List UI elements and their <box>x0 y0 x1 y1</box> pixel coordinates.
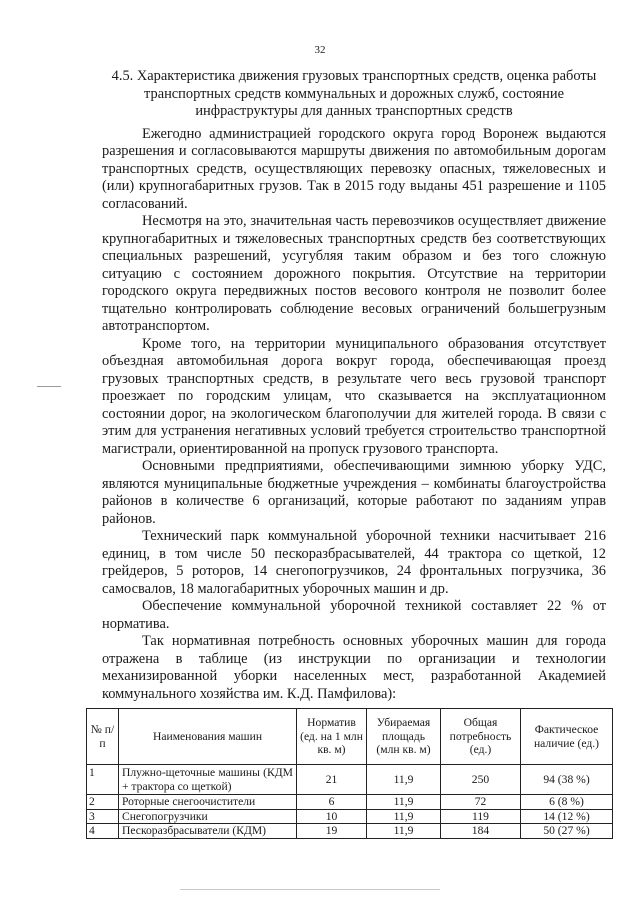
table-row <box>87 809 613 824</box>
heading-line: инфраструктуры для данных транспортных средств <box>195 103 513 119</box>
header-cell: № п/п <box>87 709 119 765</box>
header-cell: Норматив (ед. на 1 млн кв. м) <box>297 709 367 765</box>
paragraph-winter-cleaning: Основными предприятиями, обеспечивающими зимнюю уборку УДС, являются муниципальные бюджетные учреждения – комбинаты благоустройства районов в количестве 6 организаций, которые работают по заданиям управ районов. <box>102 458 606 527</box>
table-row <box>87 765 613 795</box>
demand-value: 72 <box>441 795 521 810</box>
header-cell: Наименования машин <box>119 709 297 765</box>
table-row <box>87 795 613 810</box>
actual-value: 6 (8 %) <box>521 795 613 810</box>
machine-name: Пескоразбрасыватели (КДМ) <box>119 824 297 839</box>
machine-name: Снегопогрузчики <box>119 809 297 824</box>
row-number: 4 <box>87 824 119 839</box>
heading-line: 4.5. Характеристика движения грузовых транспортных средств, оценка работы <box>111 68 597 84</box>
paragraph-table-intro: Так нормативная потребность основных уборочных машин для города отражена в таблице (из инструкции по организации и технологии механизированной уборки населенных мест, разработанной Академией коммунального хозяйства им. К.Д. Памфилова): <box>102 633 606 702</box>
paragraph-permits: Ежегодно администрацией городского округа город Воронеж выдаются разрешения и согласовываются маршруты движения по автомобильным дорогам транспортных средств, осуществляющих перевозку опасных, тяжеловесных и (или) крупногабаритных грузов. Так в 2015 году выданы 451 разрешение и 1105 согласований. <box>102 125 606 212</box>
section-heading <box>102 68 606 121</box>
machine-name: Плужно-щеточные машины (КДМ + трактора со щеткой) <box>119 765 297 795</box>
paragraph-provision: Обеспечение коммунальной уборочной техникой составляет 22 % от норматива. <box>102 598 606 632</box>
paragraph-bypass-road: Кроме того, на территории муниципального образования отсутствует объездная автомобильная дорога вокруг города, обеспечивающая проезд грузовых транспортных средств, в результате чего весь грузовой транспорт проезжает по городским улицам, что сказывается на эксплуатационном состоянии дорог, на экологическом благополучии для жителей города. В связи с этим для устранения негативных условий требуется строительство транспортной магистрали, ориентированной на пропуск грузового транспорта. <box>102 335 606 457</box>
demand-value: 184 <box>441 824 521 839</box>
area-value: 11,9 <box>367 795 441 810</box>
area-value: 11,9 <box>367 809 441 824</box>
norm-value: 21 <box>297 765 367 795</box>
machines-table <box>86 708 613 839</box>
row-number: 3 <box>87 809 119 824</box>
table-header-row <box>87 709 613 765</box>
actual-value: 94 (38 %) <box>521 765 613 795</box>
document-body <box>102 68 606 703</box>
actual-value: 14 (12 %) <box>521 809 613 824</box>
table-row <box>87 824 613 839</box>
header-cell: Убираемая площадь (млн кв. м) <box>367 709 441 765</box>
scan-edge-mark <box>180 889 440 890</box>
paragraph-vehicle-fleet: Технический парк коммунальной уборочной техники насчитывает 216 единиц, в том числе 50 пескоразбрасывателей, 44 трактора со щеткой, 12 грейдеров, 5 роторов, 14 снегопогрузчиков, 24 фронтальных погрузчика, 36 самосвалов, 18 малогабаритных уборочных машин и др. <box>102 528 606 597</box>
norm-value: 6 <box>297 795 367 810</box>
actual-value: 50 (27 %) <box>521 824 613 839</box>
row-number: 1 <box>87 765 119 795</box>
demand-value: 119 <box>441 809 521 824</box>
machine-name: Роторные снегоочистители <box>119 795 297 810</box>
area-value: 11,9 <box>367 824 441 839</box>
margin-mark <box>37 386 61 387</box>
paragraph-carriers: Несмотря на это, значительная часть перевозчиков осуществляет движение крупногабаритных и тяжеловесных транспортных средств без соответствующих специальных разрешений, усугубляя таким образом и без того сложную ситуацию с состоянием дорожного покрытия. Отсутствие на территории городского округа передвижных постов весового контроля не позволит более тщательно контролировать соблюдение весовых ограничений большегрузным автотранспортом. <box>102 213 606 334</box>
header-cell: Общая потребность (ед.) <box>441 709 521 765</box>
page-number: 32 <box>314 44 326 56</box>
demand-value: 250 <box>441 765 521 795</box>
area-value: 11,9 <box>367 765 441 795</box>
norm-value: 19 <box>297 824 367 839</box>
header-cell: Фактическое наличие (ед.) <box>521 709 613 765</box>
norm-value: 10 <box>297 809 367 824</box>
row-number: 2 <box>87 795 119 810</box>
heading-line: транспортных средств коммунальных и дорожных служб, состояние <box>144 85 564 102</box>
